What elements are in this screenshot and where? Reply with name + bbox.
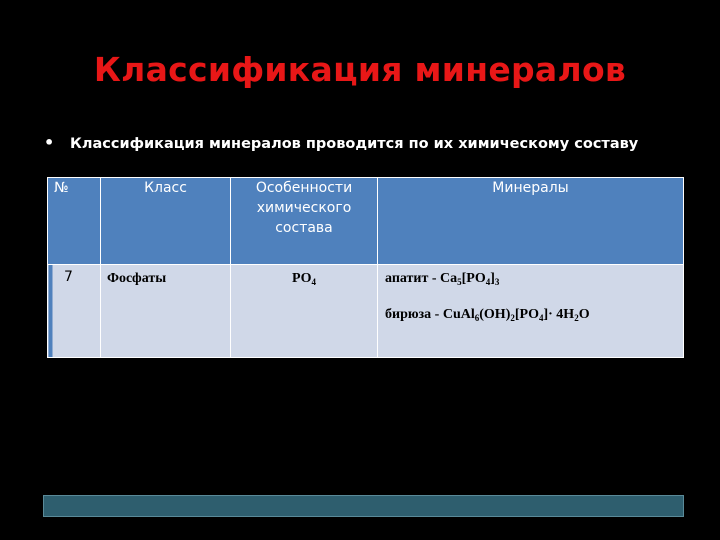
header-num: №	[48, 178, 101, 265]
header-features: Особенности химического состава	[231, 178, 378, 265]
minerals-table	[47, 177, 684, 358]
footer-bar	[43, 495, 684, 517]
formula-base: PO	[292, 271, 312, 286]
turquoise-part-4: O	[578, 307, 590, 322]
apatite-sub-2: 4	[485, 277, 491, 287]
turquoise-sub-1: 6	[474, 313, 480, 323]
turquoise-sub-4: 2	[574, 313, 579, 323]
cell-minerals	[378, 265, 684, 358]
turquoise-sub-2: 2	[510, 313, 515, 323]
apatite-part-3: ]	[490, 271, 495, 286]
bullet-item	[44, 133, 684, 152]
header-class: Класс	[101, 178, 231, 265]
turquoise-part-3: ]· 4H	[543, 307, 575, 322]
turquoise-sub-3: 4	[538, 313, 544, 323]
slide-title: Классификация минералов	[93, 50, 627, 89]
bullet-text: Классификация минералов проводится по их химическому составу	[70, 136, 639, 152]
cell-features	[231, 265, 378, 358]
turquoise-name: бирюза - CuAl	[385, 307, 475, 322]
header-minerals: Минералы	[378, 178, 684, 265]
turquoise-part-1: (OH)	[479, 307, 511, 322]
cell-num: 7	[48, 265, 101, 358]
mineral-apatite	[385, 271, 683, 287]
apatite-sub-3: 3	[494, 277, 500, 287]
apatite-name: апатит - Ca	[385, 271, 458, 286]
mineral-turquoise	[385, 307, 683, 323]
table-header-row	[48, 178, 684, 265]
table-row	[48, 265, 684, 358]
cell-class: Фосфаты	[101, 265, 231, 358]
formula-sub: 4	[311, 277, 316, 287]
turquoise-part-2: [PO	[514, 307, 539, 322]
apatite-part-2: [PO	[461, 271, 486, 286]
apatite-sub-1: 5	[457, 277, 462, 287]
bullet-dot-icon: •	[44, 133, 55, 152]
